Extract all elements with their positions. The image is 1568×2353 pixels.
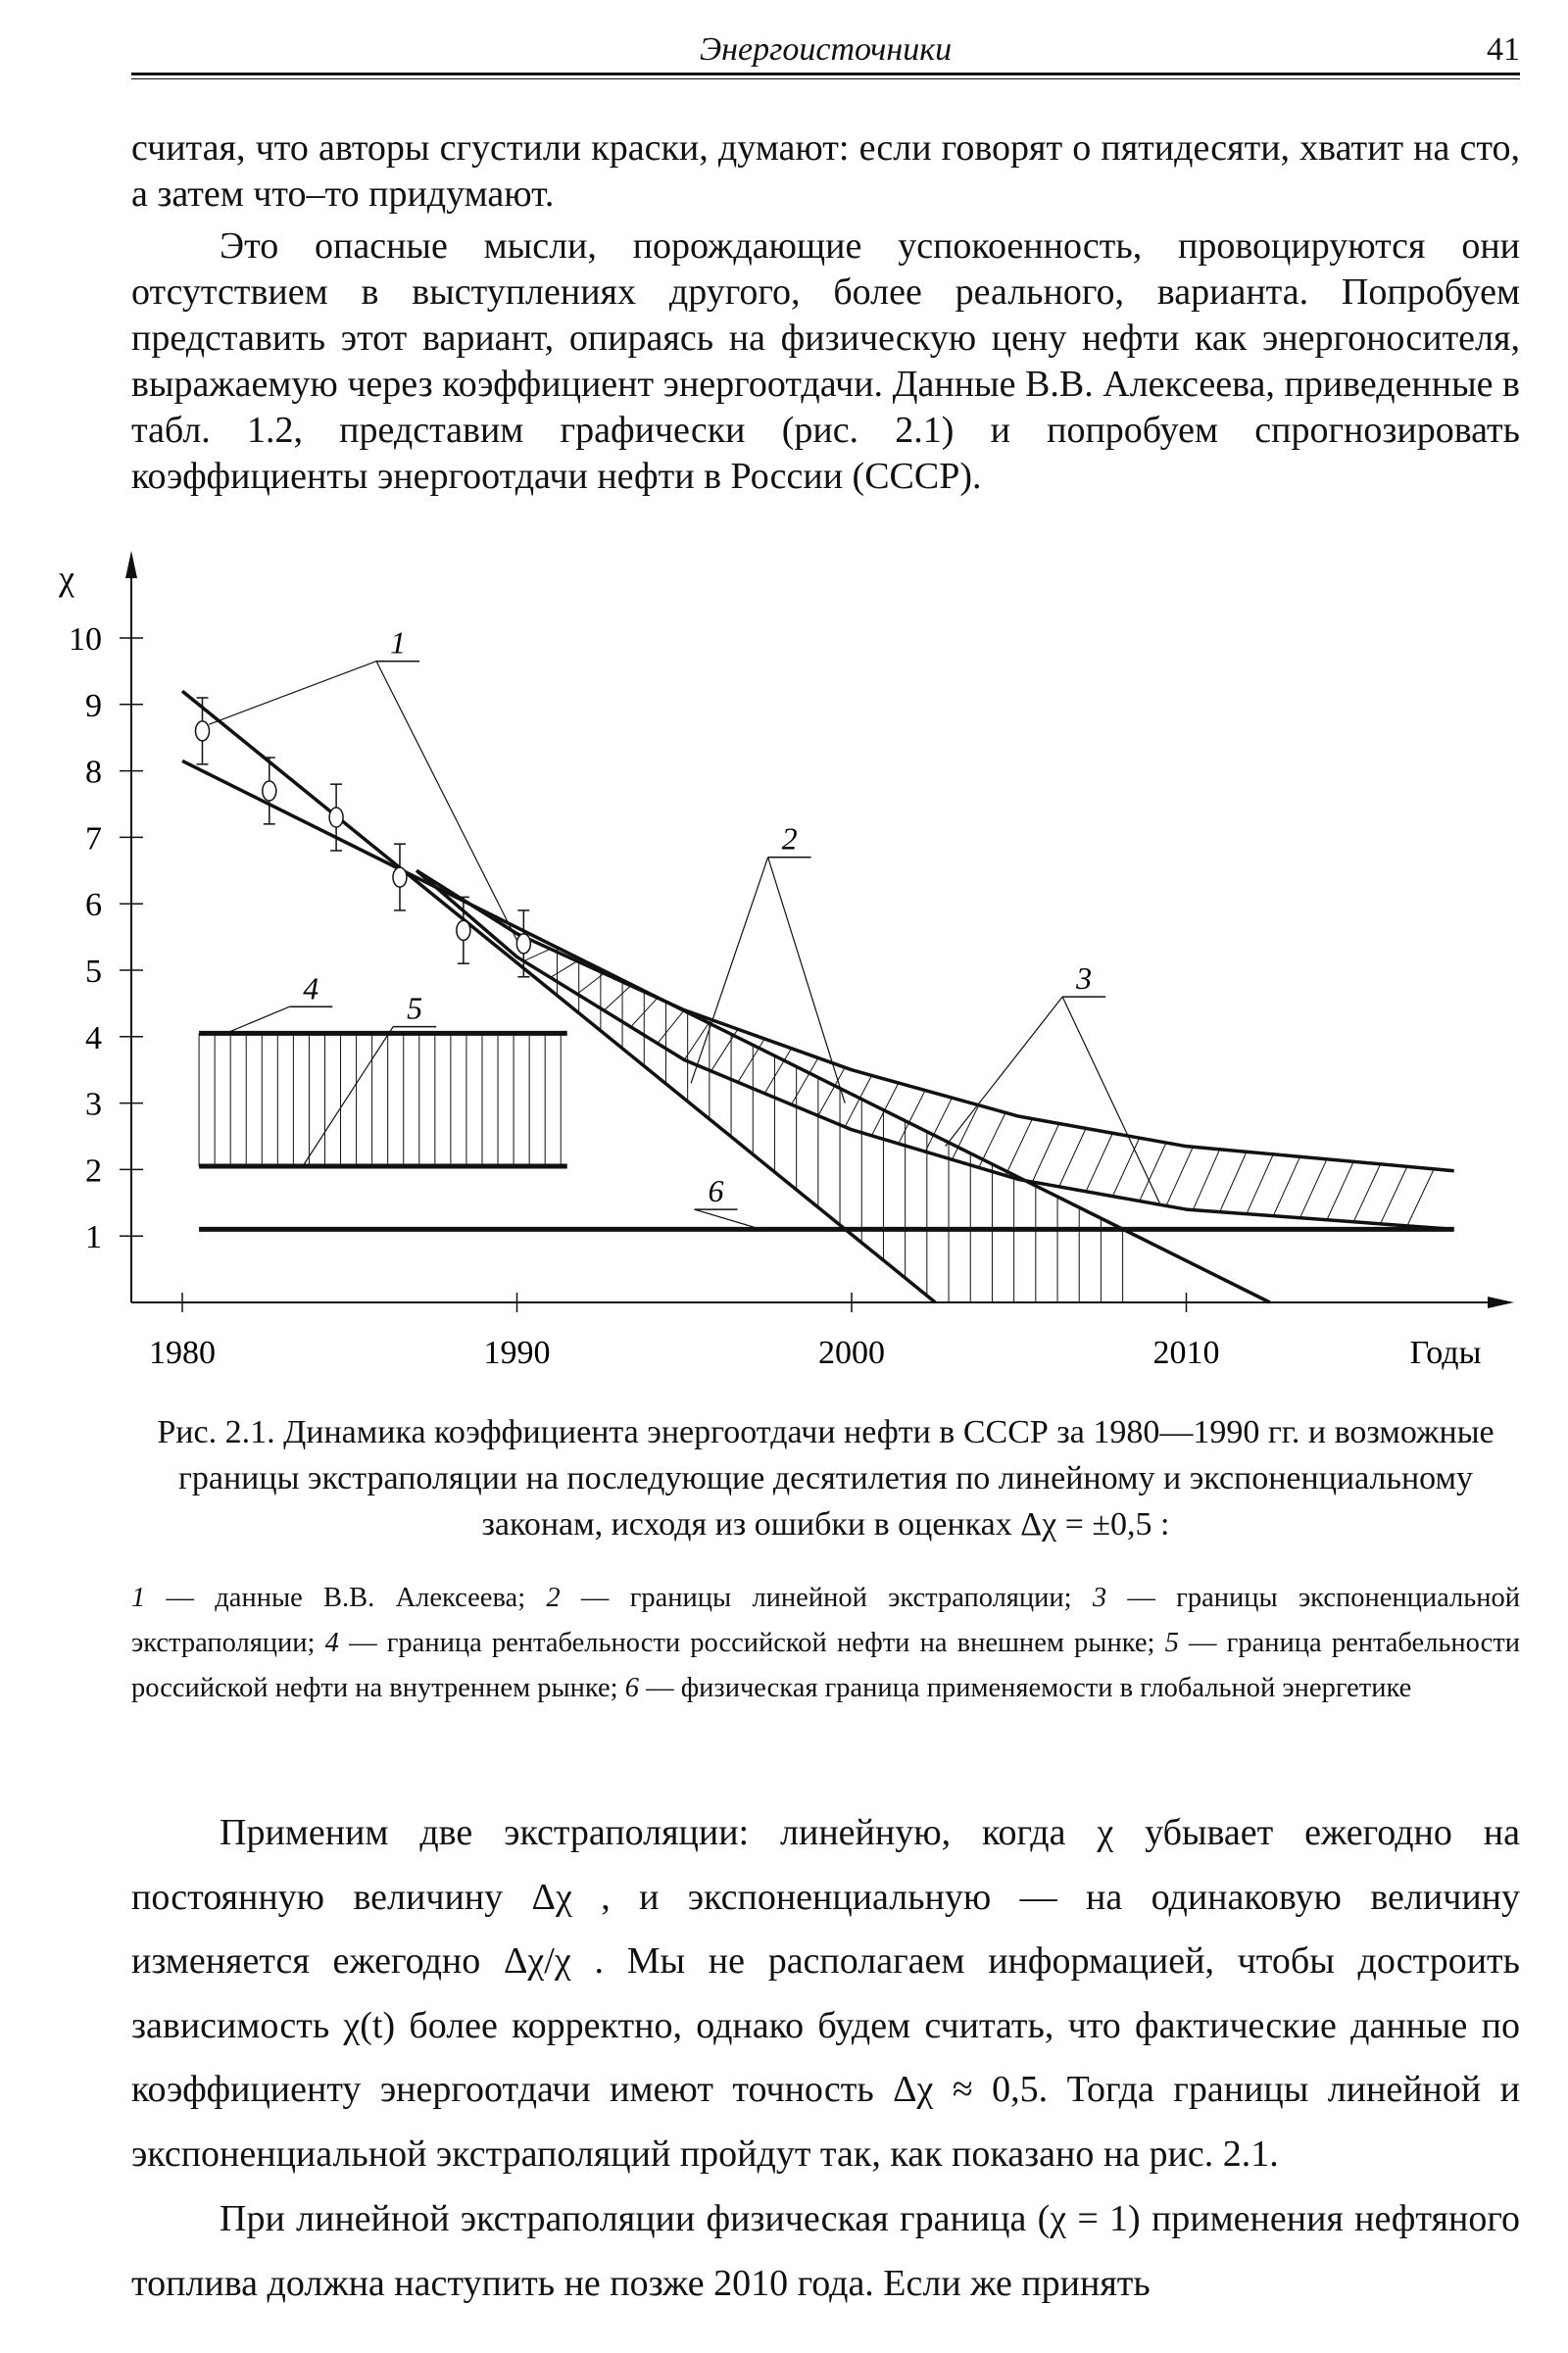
leader-line — [225, 1006, 289, 1033]
header-rule — [131, 73, 1520, 75]
exp-hatch — [1353, 1164, 1380, 1222]
exp-hatch — [1140, 1143, 1166, 1201]
leader-line — [691, 858, 768, 1084]
page-number: 41 — [1487, 31, 1520, 68]
running-header — [131, 27, 1520, 71]
legend-num: 4 — [324, 1628, 339, 1658]
curve-label-2: 2 — [781, 820, 798, 857]
leader-line — [694, 1209, 760, 1229]
header-rule-thin — [131, 78, 1520, 79]
y-tick-label: 7 — [85, 820, 102, 858]
legend-text: — данные В.В. Алексеева; — [145, 1583, 547, 1613]
leader-line — [768, 858, 846, 1103]
exp-hatch — [1327, 1161, 1353, 1219]
curve-label-5: 5 — [407, 990, 423, 1026]
y-tick-label: 4 — [85, 1019, 102, 1056]
exp-hatch — [604, 986, 630, 1010]
data-point — [393, 867, 407, 887]
legend-text: — граница рентабельности российской нефти на внешнем рынке; — [338, 1628, 1165, 1658]
exp-bound-lower — [416, 870, 1454, 1229]
y-axis-label: χ — [59, 559, 74, 598]
exp-hatch — [1005, 1119, 1032, 1176]
paragraph: При линейной экстраполяции физическая граница (χ = 1) применения нефтяного топлива должна наступить не позже 2010 года. Если же принять — [131, 2198, 1520, 2304]
linear-bound-lower — [182, 691, 935, 1302]
curve-label-4: 4 — [303, 970, 319, 1006]
exp-hatch — [684, 1019, 710, 1059]
y-tick-label: 9 — [85, 687, 102, 724]
leader-line — [303, 1027, 393, 1166]
exp-hatch — [1059, 1128, 1086, 1187]
exp-hatch — [764, 1049, 791, 1094]
data-point — [263, 781, 276, 801]
exp-hatch — [1407, 1169, 1434, 1226]
header-title: Энергоисточники — [699, 31, 953, 68]
exp-hatch — [577, 973, 604, 994]
curve-label-6: 6 — [708, 1173, 724, 1209]
exp-bound-upper — [416, 870, 1454, 1170]
curve-label-1: 1 — [390, 624, 407, 661]
y-tick-label: 1 — [85, 1219, 102, 1256]
y-tick-label: 8 — [85, 754, 102, 791]
figure-caption: Рис. 2.1. Динамика коэффициента энергоотдачи нефти в СССР за 1980—1990 гг. и возможные границы экстраполяции на последующие десятилетия по линейному и экспоненциальному законам, исходя из ошибки в оценках Δχ = ±0,5 : — [157, 1414, 1494, 1543]
x-axis-arrow — [1488, 1297, 1514, 1308]
x-tick-label: 1990 — [483, 1335, 551, 1371]
legend-num: 5 — [1164, 1628, 1179, 1658]
y-tick-label: 5 — [85, 954, 102, 990]
exp-hatch — [1086, 1133, 1112, 1192]
x-tick-label: 1980 — [149, 1335, 216, 1371]
exp-hatch — [1193, 1150, 1219, 1210]
legend-text: — физическая граница применяемости в глобальной энергетике — [638, 1673, 1412, 1703]
y-tick-label: 3 — [85, 1086, 102, 1123]
paragraph: Применим две экстраполяции: линейную, когда χ убывает ежегодно на постоянную величину Δχ , и экспоненциальную — на одинаковую величину изменяется ежегодно Δχ/χ . Мы не располагаем информацией, чтобы достроить зависимость χ(t) более корректно, однако будем считать, что фактические данные по коэффициенту энергоотдачи имеют точность Δχ ≈ 0,5. Тогда границы линейной и экспоненциальной экстраполяций пройдут так, как показано на рис. 2.1. — [131, 1812, 1520, 2175]
leader-line — [1062, 997, 1159, 1202]
exp-hatch — [1166, 1147, 1193, 1205]
x-tick-label: 2010 — [1152, 1335, 1220, 1371]
data-point — [516, 934, 530, 954]
exp-hatch — [1300, 1159, 1327, 1218]
legend-num: 3 — [1092, 1583, 1107, 1613]
legend-num: 1 — [131, 1583, 146, 1613]
leader-line — [209, 662, 376, 724]
legend-num: 2 — [546, 1583, 561, 1613]
exp-hatch — [1381, 1166, 1407, 1223]
exp-hatch — [1032, 1123, 1058, 1182]
leader-line — [946, 997, 1063, 1147]
data-point — [195, 721, 209, 741]
exp-hatch — [1220, 1152, 1247, 1211]
legend-text: — границы линейной экстраполяции; — [560, 1583, 1093, 1613]
exp-hatch — [551, 961, 577, 978]
figure-legend — [131, 1576, 1520, 1711]
legend-num: 6 — [624, 1673, 639, 1703]
exp-hatch — [658, 1010, 684, 1044]
x-axis-label: Годы — [1409, 1335, 1482, 1371]
exp-hatch — [1273, 1156, 1299, 1215]
exp-hatch — [899, 1091, 925, 1144]
data-point — [457, 920, 470, 940]
y-tick-label: 2 — [85, 1152, 102, 1190]
y-tick-label: 10 — [69, 621, 102, 658]
curve-label-3: 3 — [1076, 960, 1093, 997]
legend-text: — граница рентабельности российской нефти на внутреннем рынке; — [131, 1628, 1520, 1703]
paragraph: Это опасные мысли, порождающие успокоенность, провоцируются они отсутствием в выступлениях другого, более реального, варианта. Попробуем представить этот вариант, опираясь на физическую цену нефти как энергоносителя, выражаемую через коэффициент энергоотдачи. Данные В.В. Алексеева, приведенные в табл. 1.2, представим графически (рис. 2.1) и попробуем спрогнозировать коэффициенты энергоотдачи нефти в России (СССР). — [131, 225, 1520, 497]
x-tick-label: 2000 — [818, 1335, 885, 1371]
paragraph-continued: считая, что авторы сгустили краски, думают: если говорят о пятидесяти, хватит на сто, а затем что–то придумают. — [131, 127, 1520, 215]
y-tick-label: 6 — [85, 887, 102, 924]
legend-text: — границы экспоненциальной экстраполяции; — [131, 1583, 1520, 1658]
data-point — [329, 808, 343, 827]
figure-chart — [0, 549, 1568, 1382]
exp-hatch — [1247, 1154, 1273, 1214]
y-axis-arrow — [125, 551, 137, 578]
exp-hatch — [1112, 1138, 1139, 1197]
